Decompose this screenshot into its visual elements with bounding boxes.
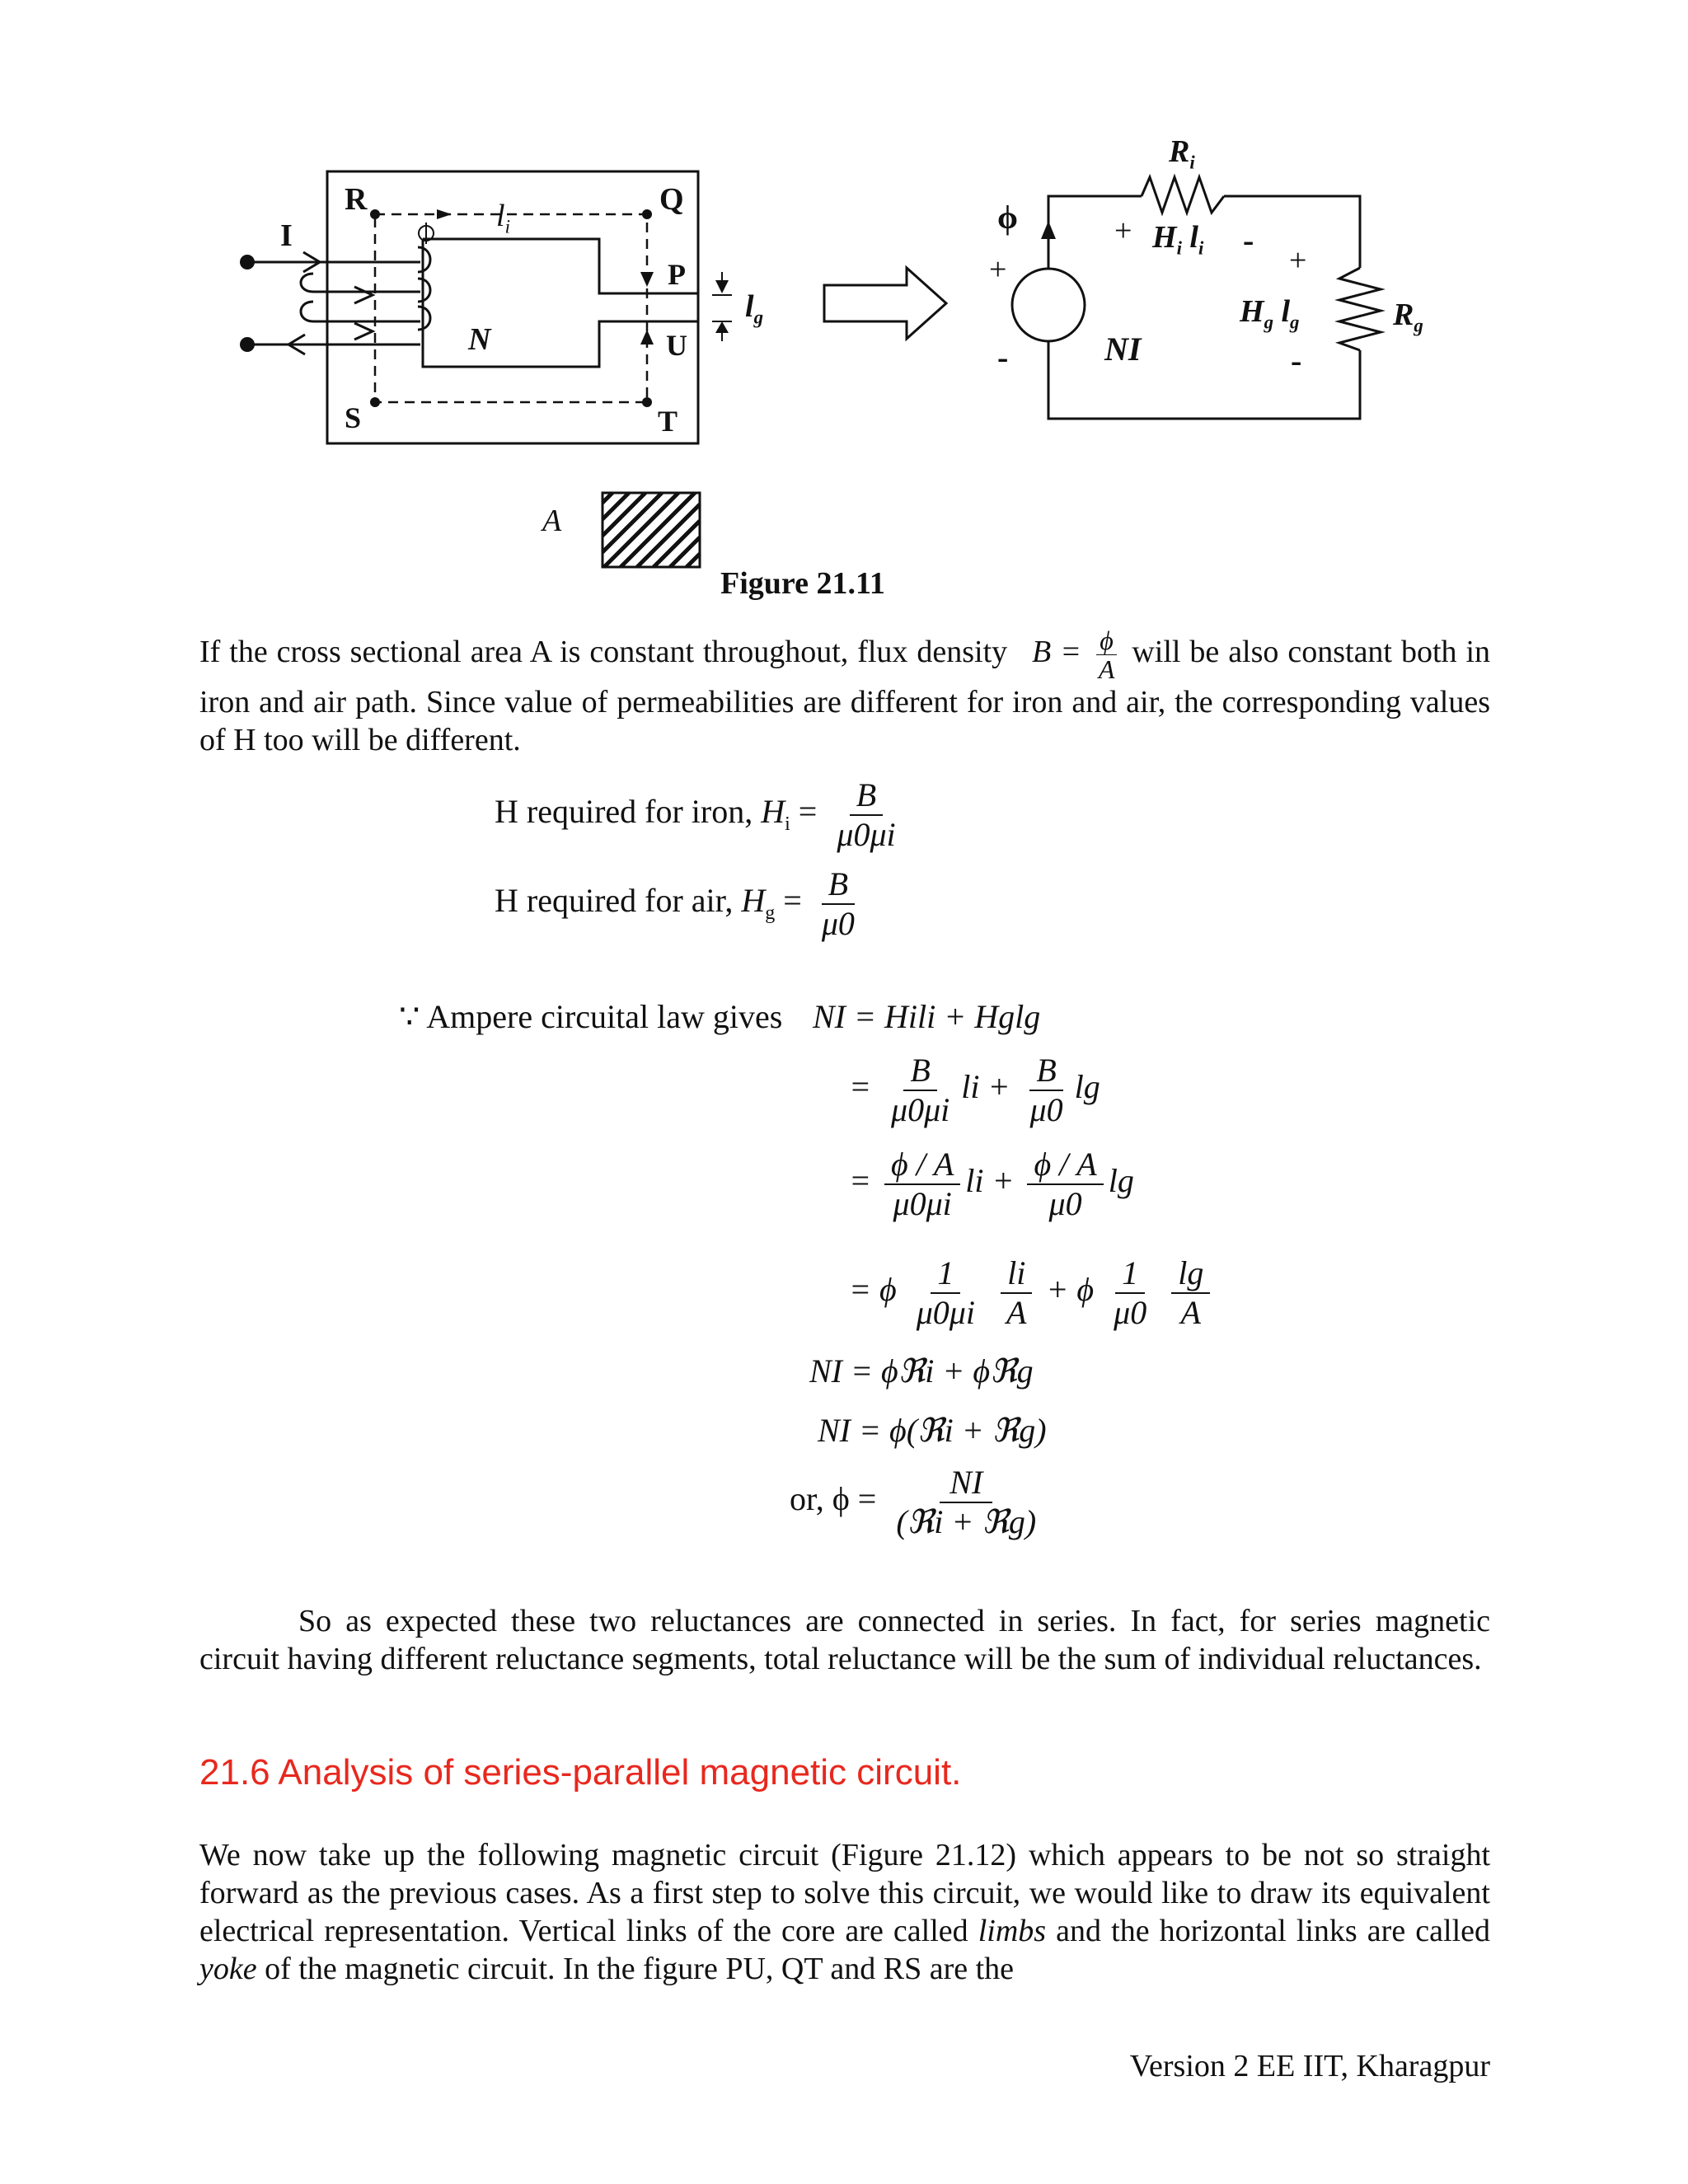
label-Q: Q [659,182,684,217]
resistor-rg [1339,268,1381,350]
resistor-ri [1142,177,1224,213]
mean-path [375,214,647,402]
page-footer: Version 2 EE IIT, Kharagpur [1129,2049,1490,2083]
circuit-minus-mid: - [1243,222,1254,259]
eq-ampere-line1: NI = Hili + Hglg [813,998,1041,1035]
circuit-NI: NI [1104,330,1142,368]
paragraph-series: So as expected these two reluctances are connected in series. In fact, for series magnetic circuit having different reluctance segments, total reluctance will be the sum of individual reluctances. [199,1604,1490,1676]
eq-ampere-line5: NI = ϕℜi + ϕℜg [809,1352,1034,1390]
mmf-source [1012,269,1085,341]
figure-caption: Figure 21.11 [720,566,885,601]
label-S: S [345,401,362,434]
label-R: R [345,182,368,217]
label-P: P [668,258,686,291]
terminal-top [240,255,255,269]
circuit-minus-left: - [997,339,1009,376]
label-U: U [666,329,687,362]
eq-ampere-line4: = ϕ $\frac{1}{\mu 0\mu i}$ $\frac{li}{A}$ + ϕ $\frac{1}{\mu 0}$ $\frac{\lg}{A}$ [849,1254,1215,1332]
core-window-upper [423,239,698,293]
eq-H-air: H required for air, $H_g$ = $\frac{B}{\mu 0}$ [495,865,855,942]
paragraph-series-parallel: We now take up the following magnetic circuit (Figure 21.12) which appears to be not so straight forward as the previous cases. As a first step to solve this circuit, we would like to draw its equivalent electrical representation. Vertical links of the core are called limbs and the horizontal links are called yoke of the magnetic circuit. In the figure PU, QT and RS are the [199,1838,1491,1986]
equivalence-arrow [824,268,946,339]
label-li: $l_i$ [496,199,510,237]
label-T: T [658,405,678,438]
eq-ampere-text: ∵ Ampere circuital law gives [399,998,783,1035]
core-window-lower [423,239,698,367]
eq-H-iron: H required for iron, $H_i$ = $\frac{B}{\mu 0\mu i}$ [495,776,896,853]
eq-ampere-line7: or, ϕ = $\frac{NI}{\text{(ℜi + ℜg)}}$ [790,1464,1037,1540]
circuit-Ri: $R_i$ [1169,134,1195,173]
circuit-Rg: $R_g$ [1393,298,1423,336]
label-I: I [280,218,293,253]
paragraph-flux-density: If the cross sectional area A is constant throughout, flux density B = $\frac{\phi}{A}$ will be also constant both in iron and air path. Since value of permeabilities are different for iron and air, the corresponding values of H too will be different. [199,626,1491,757]
eq-ampere-line2: = $\frac{B}{\mu 0\mu i}$ li + $\frac{B}{\mu 0}$ lg [849,1052,1100,1128]
eq-ampere-line6: NI = ϕ(ℜi + ℜg) [818,1412,1047,1449]
eq-ampere-line3: = $\frac{\phi / A}{\mu 0\mu i}$ li + $\frac{\phi / A}{\mu 0}$ lg [849,1146,1134,1222]
circuit-wires [1048,196,1360,419]
circuit-minus-right: - [1291,342,1302,379]
circuit-phi: ϕ [997,199,1018,236]
section-heading: 21.6 Analysis of series-parallel magnetic circuit. [199,1752,962,1793]
circuit-plus-right: + [1289,243,1307,278]
circuit-Hili: $H_i$ $l_i$ [1152,220,1204,259]
flux-density-eq: B = [1032,635,1081,670]
circuit-plus-left: + [989,252,1007,287]
label-lg: $l_g$ [745,289,763,328]
flux-arrow [1041,221,1056,239]
coil [247,262,420,344]
terminal-bottom [240,337,255,352]
figure-21-11 [0,0,1688,626]
circuit-plus-mid: + [1114,213,1132,248]
label-N: N [468,322,491,357]
circuit-Hglg: $H_g$ $l_g$ [1240,294,1300,333]
label-A: A [542,504,562,538]
